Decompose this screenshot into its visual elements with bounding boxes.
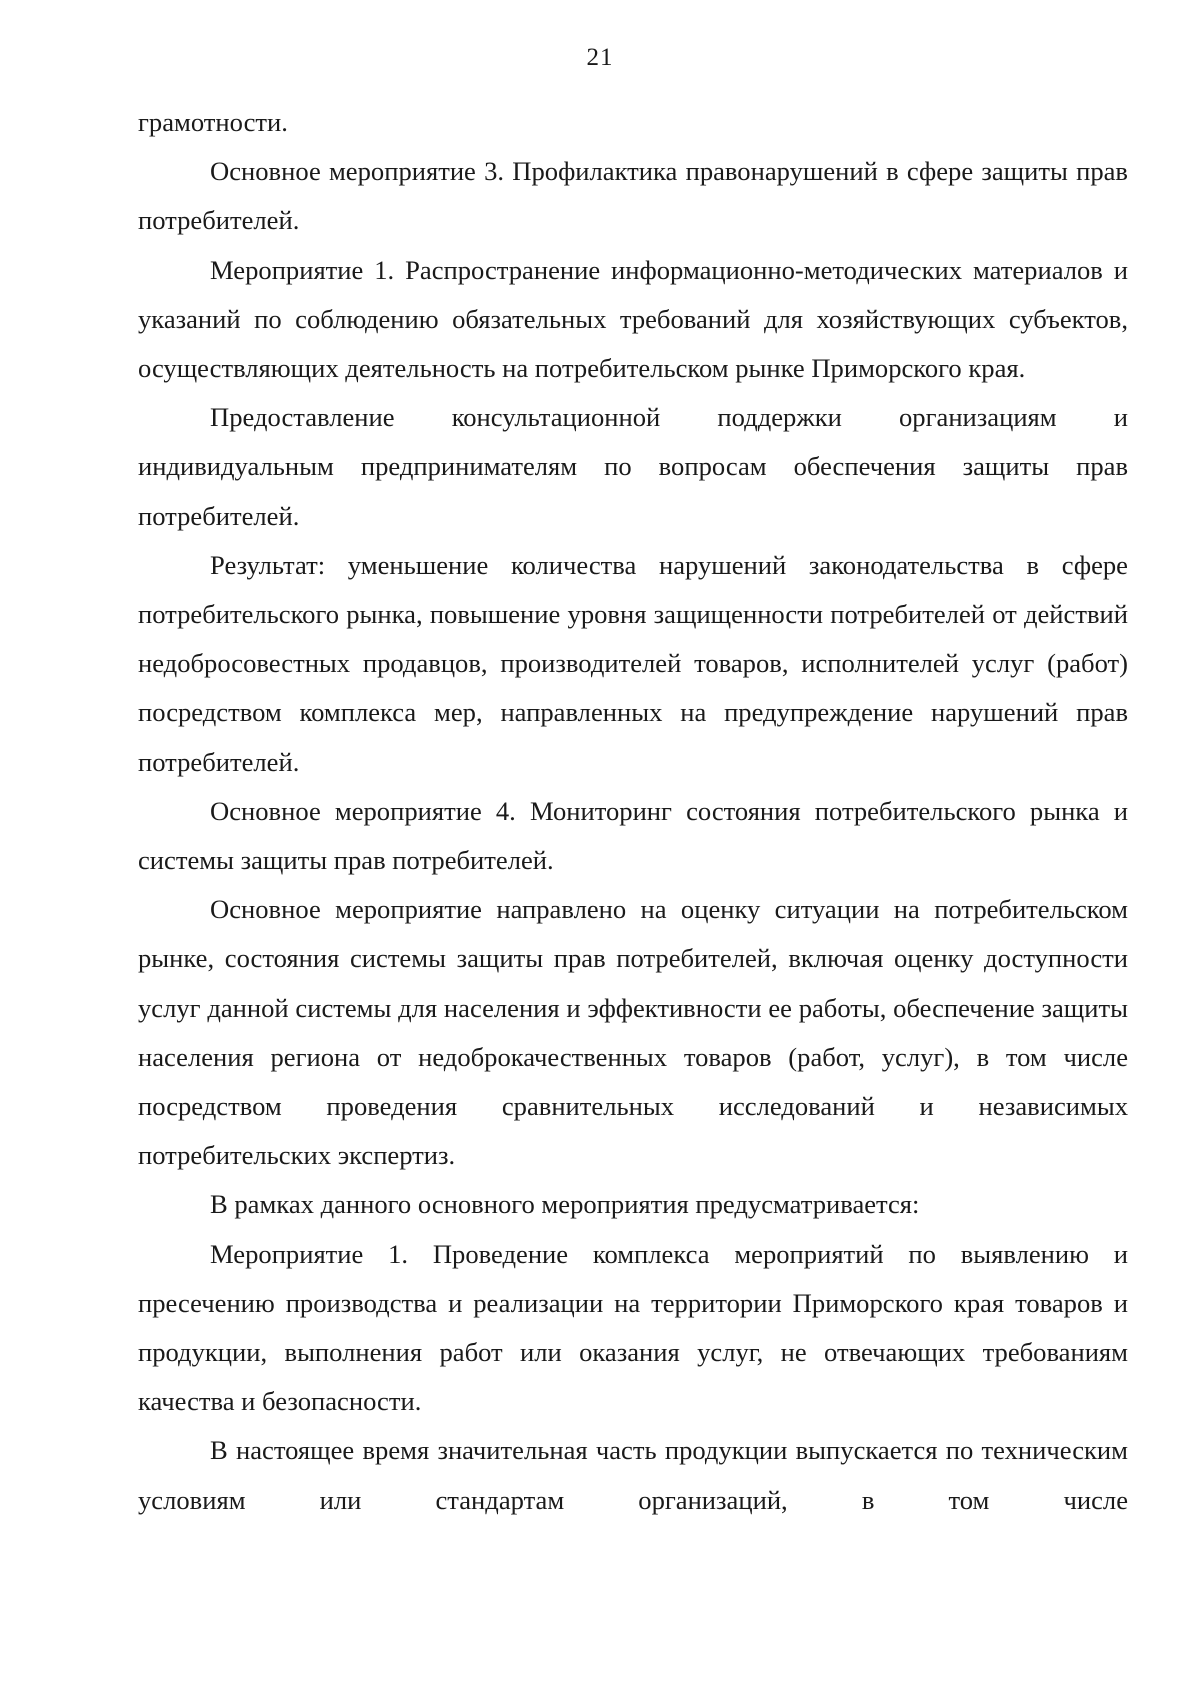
paragraph: грамотности. xyxy=(138,107,288,137)
paragraph: Основное мероприятие направлено на оценку ситуации на потребительском рынке, состояния системы защиты прав потребителей, включая оценку доступности услуг данной системы для населения и эффективности ее работы, обеспечение защиты населения региона от недоброкачественных товаров (работ, услуг), в том числе посредством проведения сравнительных исследований и независимых потребительских экспертиз. xyxy=(138,894,1128,1171)
paragraph: В настоящее время значительная часть продукции выпускается по техническим условиям или стандартам организаций, в том числе xyxy=(138,1435,1128,1515)
paragraph: Предоставление консультационной поддержки организациям и индивидуальным предпринимателям по вопросам обеспечения защиты прав потребителей. xyxy=(138,402,1128,531)
paragraph: Основное мероприятие 3. Профилактика правонарушений в сфере защиты прав потребителей. xyxy=(138,156,1128,236)
paragraph: Мероприятие 1. Проведение комплекса мероприятий по выявлению и пресечению производства и реализации на территории Приморского края товаров и продукции, выполнения работ или оказания услуг, не отвечающих требованиям качества и безопасности. xyxy=(138,1238,1128,1417)
paragraph: В рамках данного основного мероприятия предусматривается: xyxy=(210,1189,920,1220)
page-number: 21 xyxy=(586,44,614,71)
paragraph: Основное мероприятие 4. Мониторинг состояния потребительского рынка и системы защиты прав потребителей. xyxy=(138,795,1128,876)
paragraph: Результат: уменьшение количества нарушений законодательства в сфере потребительского рынка, повышение уровня защищенности потребителей от действий недобросовестных продавцов, производителей товаров, исполнителей услуг (работ) посредством комплекса мер, направленных на предупреждение нарушений прав потребителей. xyxy=(138,549,1128,777)
paragraph: Мероприятие 1. Распространение информационно-методических материалов и указаний по соблюдению обязательных требований для хозяйствующих субъектов, осуществляющих деятельность на потребительском рынке Приморского края. xyxy=(138,254,1128,384)
body-text xyxy=(138,98,1128,1525)
